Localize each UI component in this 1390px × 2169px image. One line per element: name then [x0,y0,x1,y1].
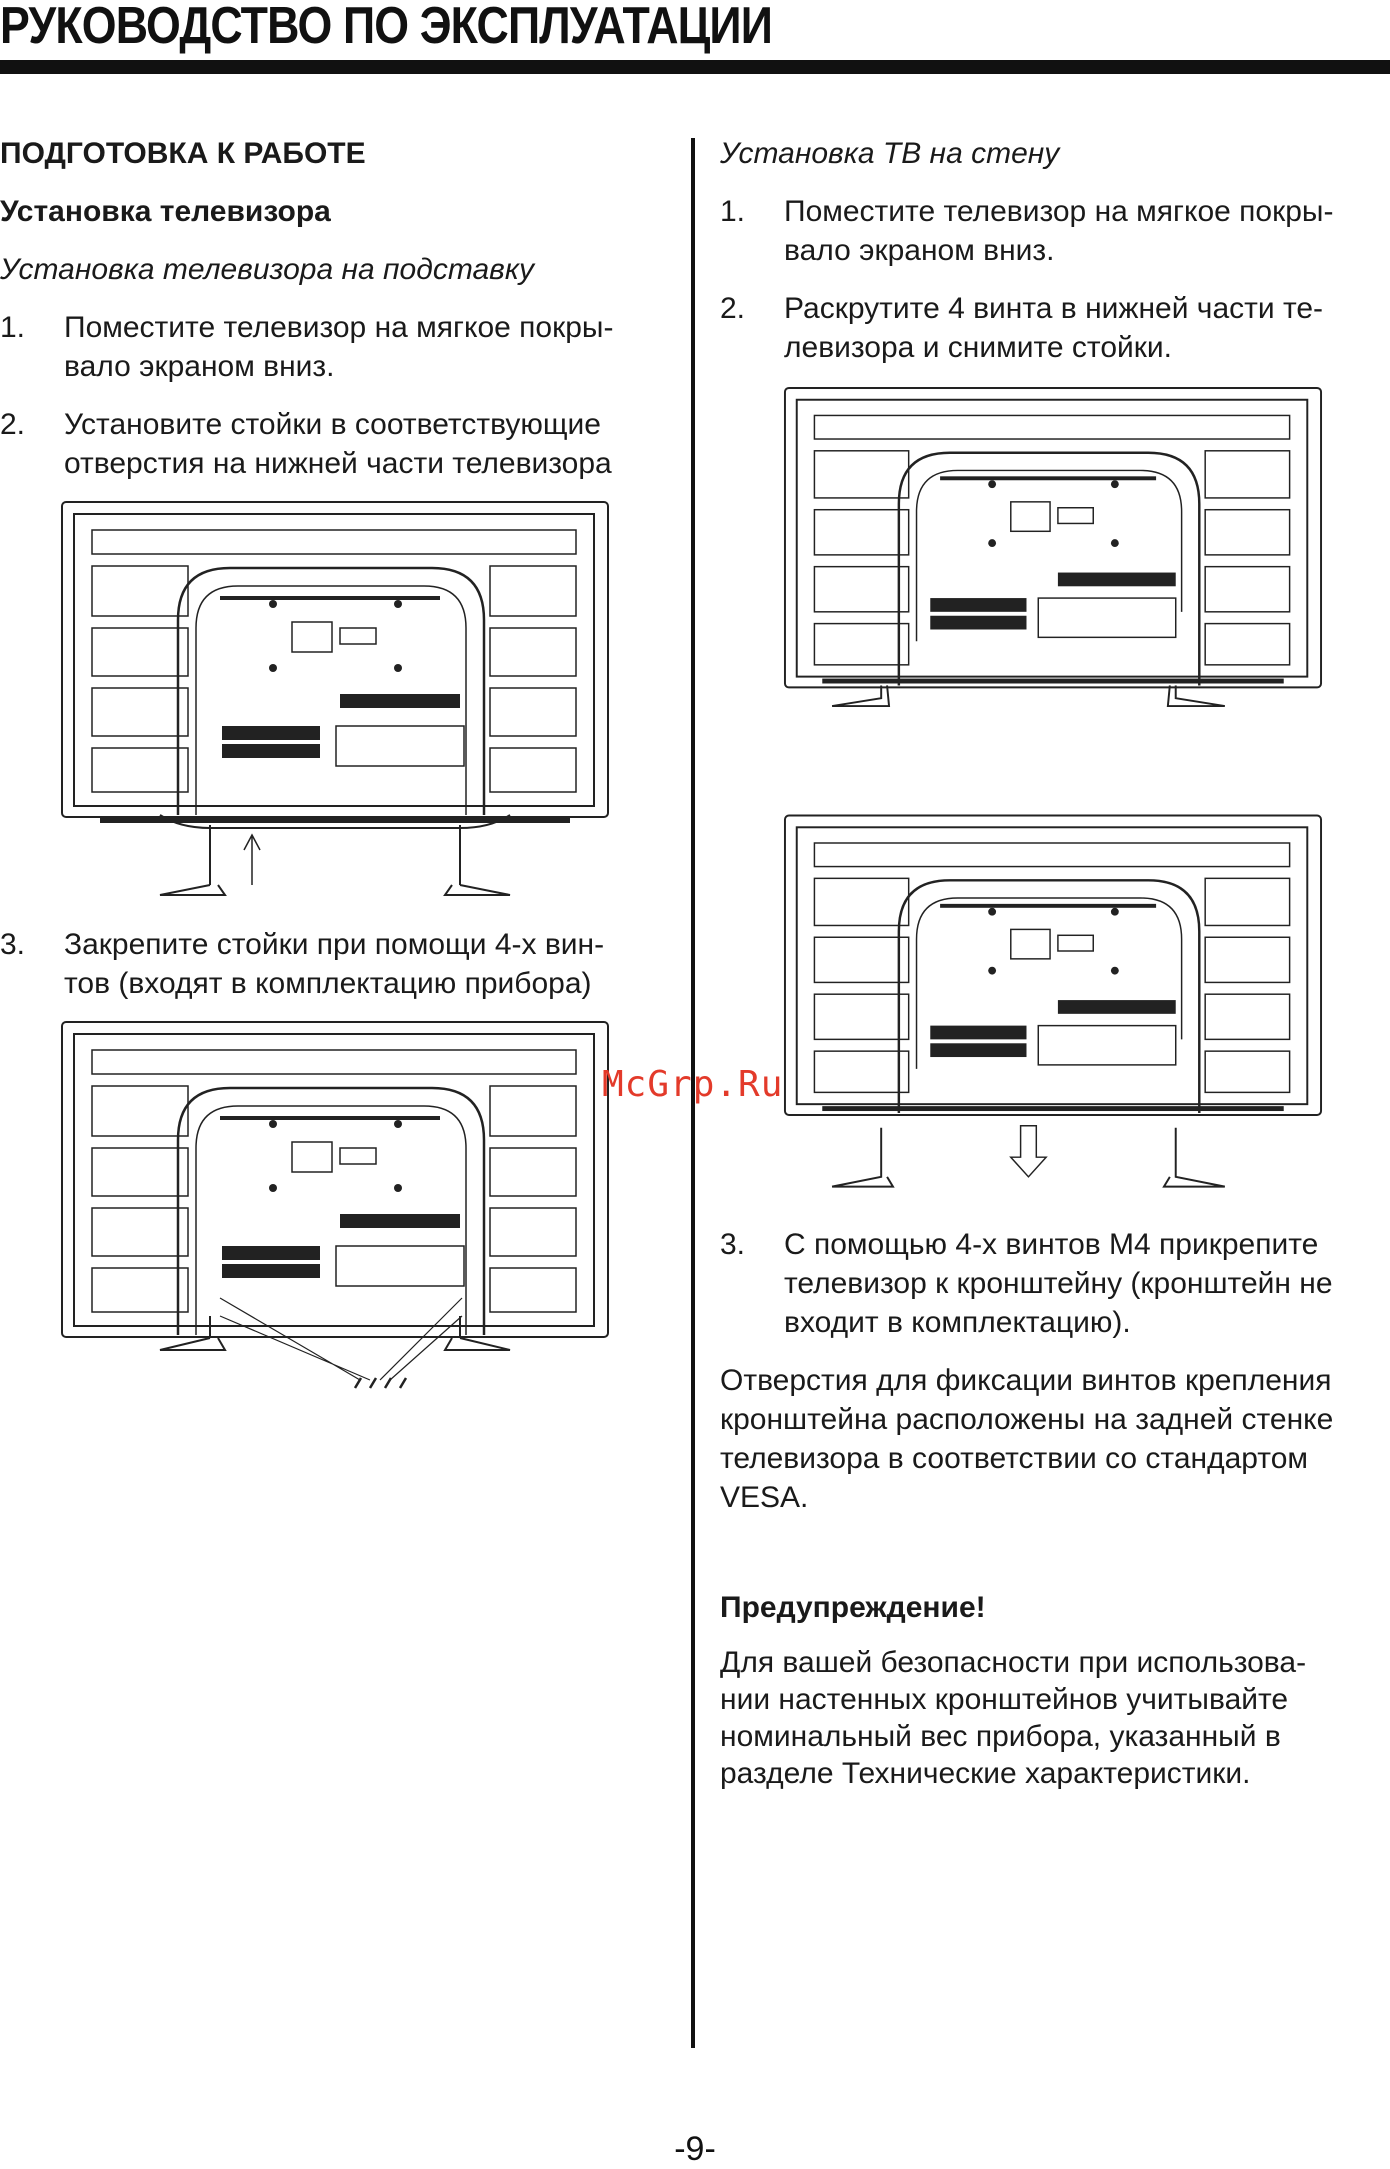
step-text-line: С помощью 4-х винтов М4 прикрепите [784,1228,1319,1261]
watermark: McGrp.Ru [602,1064,784,1105]
tv-stands-removed-figure [783,810,1323,1200]
page-header-title: РУКОВОДСТВО ПО ЭКСПЛУАТАЦИИ [0,0,773,55]
step-text-line: отверстия на нижней части телевизора [64,447,612,480]
step-text-line: Раскрутите 4 винта в нижней части те- [784,292,1324,325]
step-text-line: Закрепите стойки при помощи 4-х вин- [64,928,605,961]
step-text-line: Поместите телевизор на мягкое покры- [784,195,1334,228]
paragraph-line: телевизора в соответствии со стандартом [720,1442,1309,1475]
paragraph-line: разделе Технические характеристики. [720,1757,1251,1790]
section-title: ПОДГОТОВКА К РАБОТЕ [0,137,366,170]
paragraph-line: номинальный вес прибора, указанный в [720,1720,1281,1753]
step-text-line: Установите стойки в соответствующие [64,408,601,441]
step-text-line: тов (входят в комплектацию прибора) [64,967,592,1000]
step-number: 2. [720,292,746,325]
step-text-line: левизора и снимите стойки. [784,331,1172,364]
tv-wall-unscrew-figure [783,383,1323,713]
header-rule [0,60,1390,74]
step-text-line: вало экраном вниз. [784,234,1055,267]
stand-heading: Установка телевизора на подставку [0,253,534,286]
step-number: 2. [0,408,26,441]
step-text-line: входит в комплектацию). [784,1306,1131,1339]
tv-stand-screws-figure [60,1020,610,1410]
wall-heading: Установка ТВ на стену [720,137,1060,170]
step-number: 1. [720,195,746,228]
paragraph-line: кронштейна расположены на задней стенке [720,1403,1334,1436]
step-text-line: телевизор к кронштейну (кронштейн не [784,1267,1333,1300]
paragraph-line: Для вашей безопасности при использова- [720,1646,1307,1679]
step-text-line: Поместите телевизор на мягкое покры- [64,311,614,344]
tv-stand-insert-figure [60,500,610,900]
subsection-title: Установка телевизора [0,195,331,228]
warning-title: Предупреждение! [720,1591,986,1624]
paragraph-line: VESA. [720,1481,809,1514]
paragraph-line: Отверстия для фиксации винтов крепления [720,1364,1332,1397]
step-text-line: вало экраном вниз. [64,350,335,383]
step-number: 3. [0,928,26,961]
step-number: 1. [0,311,26,344]
paragraph-line: нии настенных кронштейнов учитывайте [720,1683,1289,1716]
page-number: -9- [674,2130,716,2168]
step-number: 3. [720,1228,746,1261]
